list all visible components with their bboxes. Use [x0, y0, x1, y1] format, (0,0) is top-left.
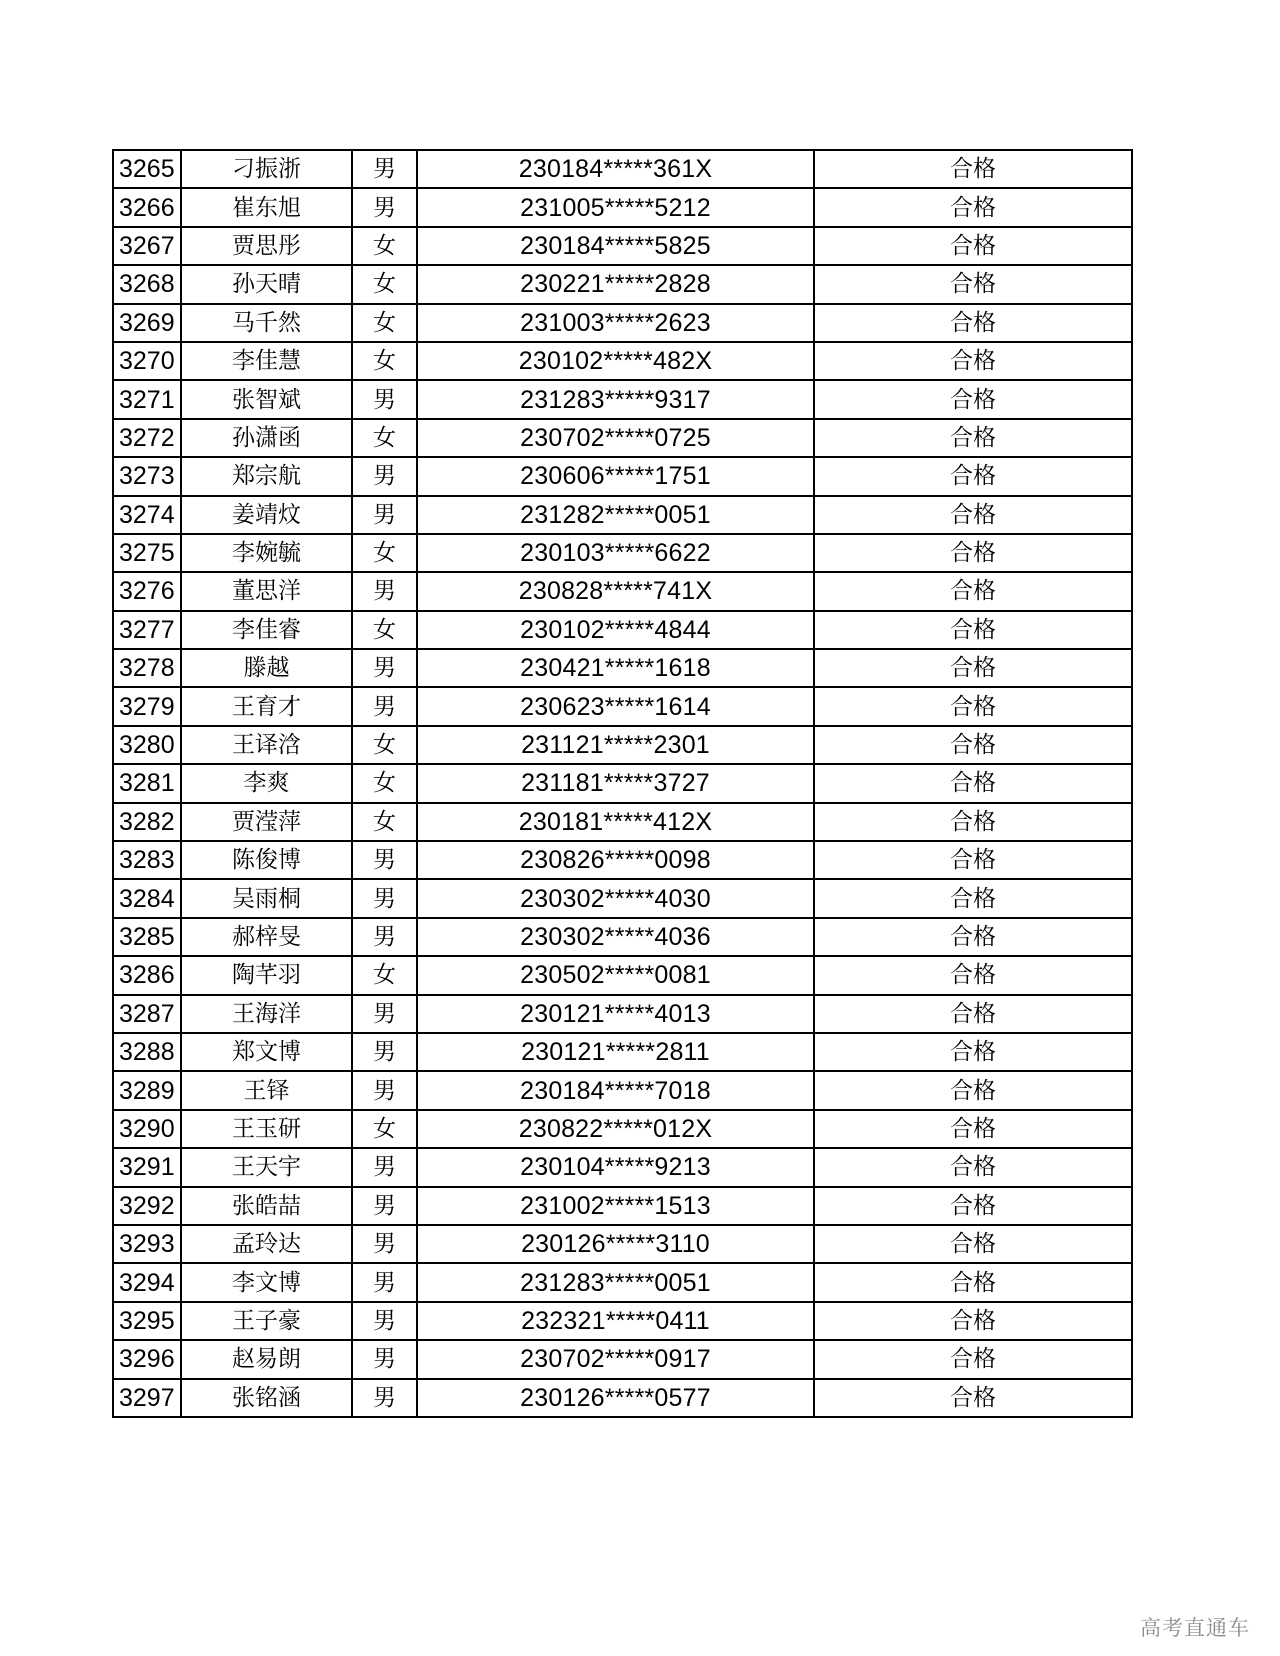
masked-id-number: 230184*****5825	[417, 227, 814, 265]
candidate-name: 王海洋	[181, 995, 352, 1033]
table-row	[113, 1110, 1132, 1148]
candidate-name: 陶芊羽	[181, 956, 352, 994]
row-number: 3274	[113, 496, 181, 534]
result-status: 合格	[814, 879, 1132, 917]
candidate-name: 郝梓旻	[181, 918, 352, 956]
candidate-gender: 男	[352, 879, 417, 917]
table-row	[113, 380, 1132, 418]
candidate-name: 陈俊博	[181, 841, 352, 879]
masked-id-number: 230502*****0081	[417, 956, 814, 994]
table-row	[113, 188, 1132, 226]
candidate-gender: 男	[352, 380, 417, 418]
candidate-gender: 男	[352, 1148, 417, 1186]
candidate-name: 贾滢萍	[181, 803, 352, 841]
candidate-name: 孙潇函	[181, 419, 352, 457]
candidate-gender: 女	[352, 534, 417, 572]
candidate-gender: 男	[352, 188, 417, 226]
candidate-name: 郑宗航	[181, 457, 352, 495]
candidate-name: 姜靖炆	[181, 496, 352, 534]
candidate-name: 李爽	[181, 764, 352, 802]
candidate-gender: 男	[352, 150, 417, 188]
candidate-gender: 男	[352, 1340, 417, 1378]
candidate-name: 张智斌	[181, 380, 352, 418]
candidate-name: 张铭涵	[181, 1379, 352, 1417]
row-number: 3280	[113, 726, 181, 764]
candidate-gender: 女	[352, 803, 417, 841]
result-status: 合格	[814, 1263, 1132, 1301]
result-status: 合格	[814, 995, 1132, 1033]
candidate-name: 王子豪	[181, 1302, 352, 1340]
table-row	[113, 265, 1132, 303]
candidate-name: 郑文博	[181, 1033, 352, 1071]
result-status: 合格	[814, 534, 1132, 572]
candidate-name: 崔东旭	[181, 188, 352, 226]
masked-id-number: 230102*****4844	[417, 611, 814, 649]
masked-id-number: 231282*****0051	[417, 496, 814, 534]
candidate-name: 孟玲达	[181, 1225, 352, 1263]
candidate-gender: 男	[352, 649, 417, 687]
masked-id-number: 231003*****2623	[417, 304, 814, 342]
candidate-name: 李文博	[181, 1263, 352, 1301]
row-number: 3288	[113, 1033, 181, 1071]
masked-id-number: 230421*****1618	[417, 649, 814, 687]
row-number: 3295	[113, 1302, 181, 1340]
row-number: 3277	[113, 611, 181, 649]
masked-id-number: 230102*****482X	[417, 342, 814, 380]
masked-id-number: 230221*****2828	[417, 265, 814, 303]
table-row	[113, 803, 1132, 841]
candidate-gender: 女	[352, 611, 417, 649]
table-row	[113, 995, 1132, 1033]
candidate-gender: 男	[352, 496, 417, 534]
candidate-gender: 男	[352, 841, 417, 879]
masked-id-number: 230126*****3110	[417, 1225, 814, 1263]
table-row	[113, 1071, 1132, 1109]
candidate-gender: 男	[352, 1263, 417, 1301]
candidate-gender: 女	[352, 419, 417, 457]
candidate-name: 滕越	[181, 649, 352, 687]
table-row	[113, 1379, 1132, 1417]
candidate-gender: 女	[352, 956, 417, 994]
result-status: 合格	[814, 1187, 1132, 1225]
result-status: 合格	[814, 649, 1132, 687]
table-row	[113, 1225, 1132, 1263]
table-row	[113, 1302, 1132, 1340]
result-status: 合格	[814, 419, 1132, 457]
result-status: 合格	[814, 380, 1132, 418]
result-status: 合格	[814, 611, 1132, 649]
row-number: 3282	[113, 803, 181, 841]
result-status: 合格	[814, 457, 1132, 495]
table-row	[113, 572, 1132, 610]
candidate-name: 李佳睿	[181, 611, 352, 649]
candidate-gender: 男	[352, 995, 417, 1033]
row-number: 3272	[113, 419, 181, 457]
masked-id-number: 230121*****4013	[417, 995, 814, 1033]
masked-id-number: 230184*****7018	[417, 1071, 814, 1109]
candidate-name: 李佳慧	[181, 342, 352, 380]
candidate-name: 吴雨桐	[181, 879, 352, 917]
candidate-gender: 女	[352, 1110, 417, 1148]
masked-id-number: 230184*****361X	[417, 150, 814, 188]
candidate-gender: 男	[352, 1187, 417, 1225]
result-status: 合格	[814, 265, 1132, 303]
result-status: 合格	[814, 227, 1132, 265]
result-status: 合格	[814, 1071, 1132, 1109]
masked-id-number: 230103*****6622	[417, 534, 814, 572]
table-row	[113, 1340, 1132, 1378]
candidate-gender: 女	[352, 227, 417, 265]
result-status: 合格	[814, 1225, 1132, 1263]
table-row	[113, 841, 1132, 879]
candidate-gender: 女	[352, 304, 417, 342]
candidate-name: 王铎	[181, 1071, 352, 1109]
row-number: 3296	[113, 1340, 181, 1378]
candidate-gender: 男	[352, 1225, 417, 1263]
masked-id-number: 230126*****0577	[417, 1379, 814, 1417]
table-row	[113, 918, 1132, 956]
candidate-gender: 男	[352, 918, 417, 956]
result-status: 合格	[814, 496, 1132, 534]
result-status: 合格	[814, 764, 1132, 802]
results-table-body	[113, 150, 1132, 1417]
candidate-name: 王玉研	[181, 1110, 352, 1148]
masked-id-number: 230302*****4036	[417, 918, 814, 956]
row-number: 3266	[113, 188, 181, 226]
masked-id-number: 230828*****741X	[417, 572, 814, 610]
masked-id-number: 231283*****9317	[417, 380, 814, 418]
row-number: 3286	[113, 956, 181, 994]
table-row	[113, 1263, 1132, 1301]
row-number: 3279	[113, 687, 181, 725]
masked-id-number: 230702*****0917	[417, 1340, 814, 1378]
row-number: 3269	[113, 304, 181, 342]
result-status: 合格	[814, 1340, 1132, 1378]
row-number: 3293	[113, 1225, 181, 1263]
table-row	[113, 534, 1132, 572]
result-status: 合格	[814, 1148, 1132, 1186]
candidate-gender: 男	[352, 457, 417, 495]
candidate-name: 董思洋	[181, 572, 352, 610]
table-row	[113, 496, 1132, 534]
masked-id-number: 230623*****1614	[417, 687, 814, 725]
candidate-name: 贾思彤	[181, 227, 352, 265]
row-number: 3287	[113, 995, 181, 1033]
table-row	[113, 649, 1132, 687]
table-row	[113, 611, 1132, 649]
result-status: 合格	[814, 1379, 1132, 1417]
masked-id-number: 232321*****0411	[417, 1302, 814, 1340]
masked-id-number: 230181*****412X	[417, 803, 814, 841]
masked-id-number: 230606*****1751	[417, 457, 814, 495]
candidate-name: 张皓喆	[181, 1187, 352, 1225]
candidate-gender: 男	[352, 1033, 417, 1071]
candidate-gender: 男	[352, 572, 417, 610]
candidate-name: 刁振浙	[181, 150, 352, 188]
candidate-name: 马千然	[181, 304, 352, 342]
table-row	[113, 1148, 1132, 1186]
result-status: 合格	[814, 150, 1132, 188]
row-number: 3292	[113, 1187, 181, 1225]
masked-id-number: 230302*****4030	[417, 879, 814, 917]
result-status: 合格	[814, 1033, 1132, 1071]
candidate-name: 王天宇	[181, 1148, 352, 1186]
candidate-gender: 女	[352, 265, 417, 303]
result-status: 合格	[814, 687, 1132, 725]
watermark-logo: 高考直通车	[1140, 1616, 1250, 1640]
table-row	[113, 150, 1132, 188]
table-row	[113, 227, 1132, 265]
row-number: 3283	[113, 841, 181, 879]
masked-id-number: 231283*****0051	[417, 1263, 814, 1301]
result-status: 合格	[814, 918, 1132, 956]
candidate-gender: 女	[352, 342, 417, 380]
candidate-gender: 女	[352, 764, 417, 802]
candidate-name: 孙天晴	[181, 265, 352, 303]
table-row	[113, 726, 1132, 764]
result-status: 合格	[814, 304, 1132, 342]
candidate-name: 王译浛	[181, 726, 352, 764]
masked-id-number: 231181*****3727	[417, 764, 814, 802]
candidate-gender: 男	[352, 687, 417, 725]
row-number: 3291	[113, 1148, 181, 1186]
result-status: 合格	[814, 841, 1132, 879]
masked-id-number: 231121*****2301	[417, 726, 814, 764]
candidate-name: 赵易朗	[181, 1340, 352, 1378]
table-row	[113, 1033, 1132, 1071]
result-status: 合格	[814, 572, 1132, 610]
row-number: 3268	[113, 265, 181, 303]
result-status: 合格	[814, 956, 1132, 994]
candidate-gender: 女	[352, 726, 417, 764]
candidate-gender: 男	[352, 1302, 417, 1340]
result-status: 合格	[814, 726, 1132, 764]
row-number: 3267	[113, 227, 181, 265]
row-number: 3281	[113, 764, 181, 802]
masked-id-number: 230104*****9213	[417, 1148, 814, 1186]
table-row	[113, 879, 1132, 917]
table-row	[113, 1187, 1132, 1225]
result-status: 合格	[814, 803, 1132, 841]
results-table	[112, 149, 1133, 1418]
result-status: 合格	[814, 342, 1132, 380]
candidate-name: 王育才	[181, 687, 352, 725]
row-number: 3270	[113, 342, 181, 380]
table-row	[113, 956, 1132, 994]
table-row	[113, 764, 1132, 802]
row-number: 3297	[113, 1379, 181, 1417]
row-number: 3290	[113, 1110, 181, 1148]
row-number: 3289	[113, 1071, 181, 1109]
masked-id-number: 230826*****0098	[417, 841, 814, 879]
result-status: 合格	[814, 1110, 1132, 1148]
candidate-name: 李婉毓	[181, 534, 352, 572]
masked-id-number: 230822*****012X	[417, 1110, 814, 1148]
masked-id-number: 230702*****0725	[417, 419, 814, 457]
table-row	[113, 304, 1132, 342]
table-row	[113, 457, 1132, 495]
row-number: 3265	[113, 150, 181, 188]
table-row	[113, 419, 1132, 457]
row-number: 3278	[113, 649, 181, 687]
candidate-gender: 男	[352, 1379, 417, 1417]
row-number: 3285	[113, 918, 181, 956]
masked-id-number: 231005*****5212	[417, 188, 814, 226]
row-number: 3294	[113, 1263, 181, 1301]
result-status: 合格	[814, 188, 1132, 226]
row-number: 3276	[113, 572, 181, 610]
row-number: 3284	[113, 879, 181, 917]
table-row	[113, 342, 1132, 380]
masked-id-number: 230121*****2811	[417, 1033, 814, 1071]
row-number: 3273	[113, 457, 181, 495]
result-status: 合格	[814, 1302, 1132, 1340]
masked-id-number: 231002*****1513	[417, 1187, 814, 1225]
row-number: 3275	[113, 534, 181, 572]
candidate-gender: 男	[352, 1071, 417, 1109]
row-number: 3271	[113, 380, 181, 418]
table-row	[113, 687, 1132, 725]
